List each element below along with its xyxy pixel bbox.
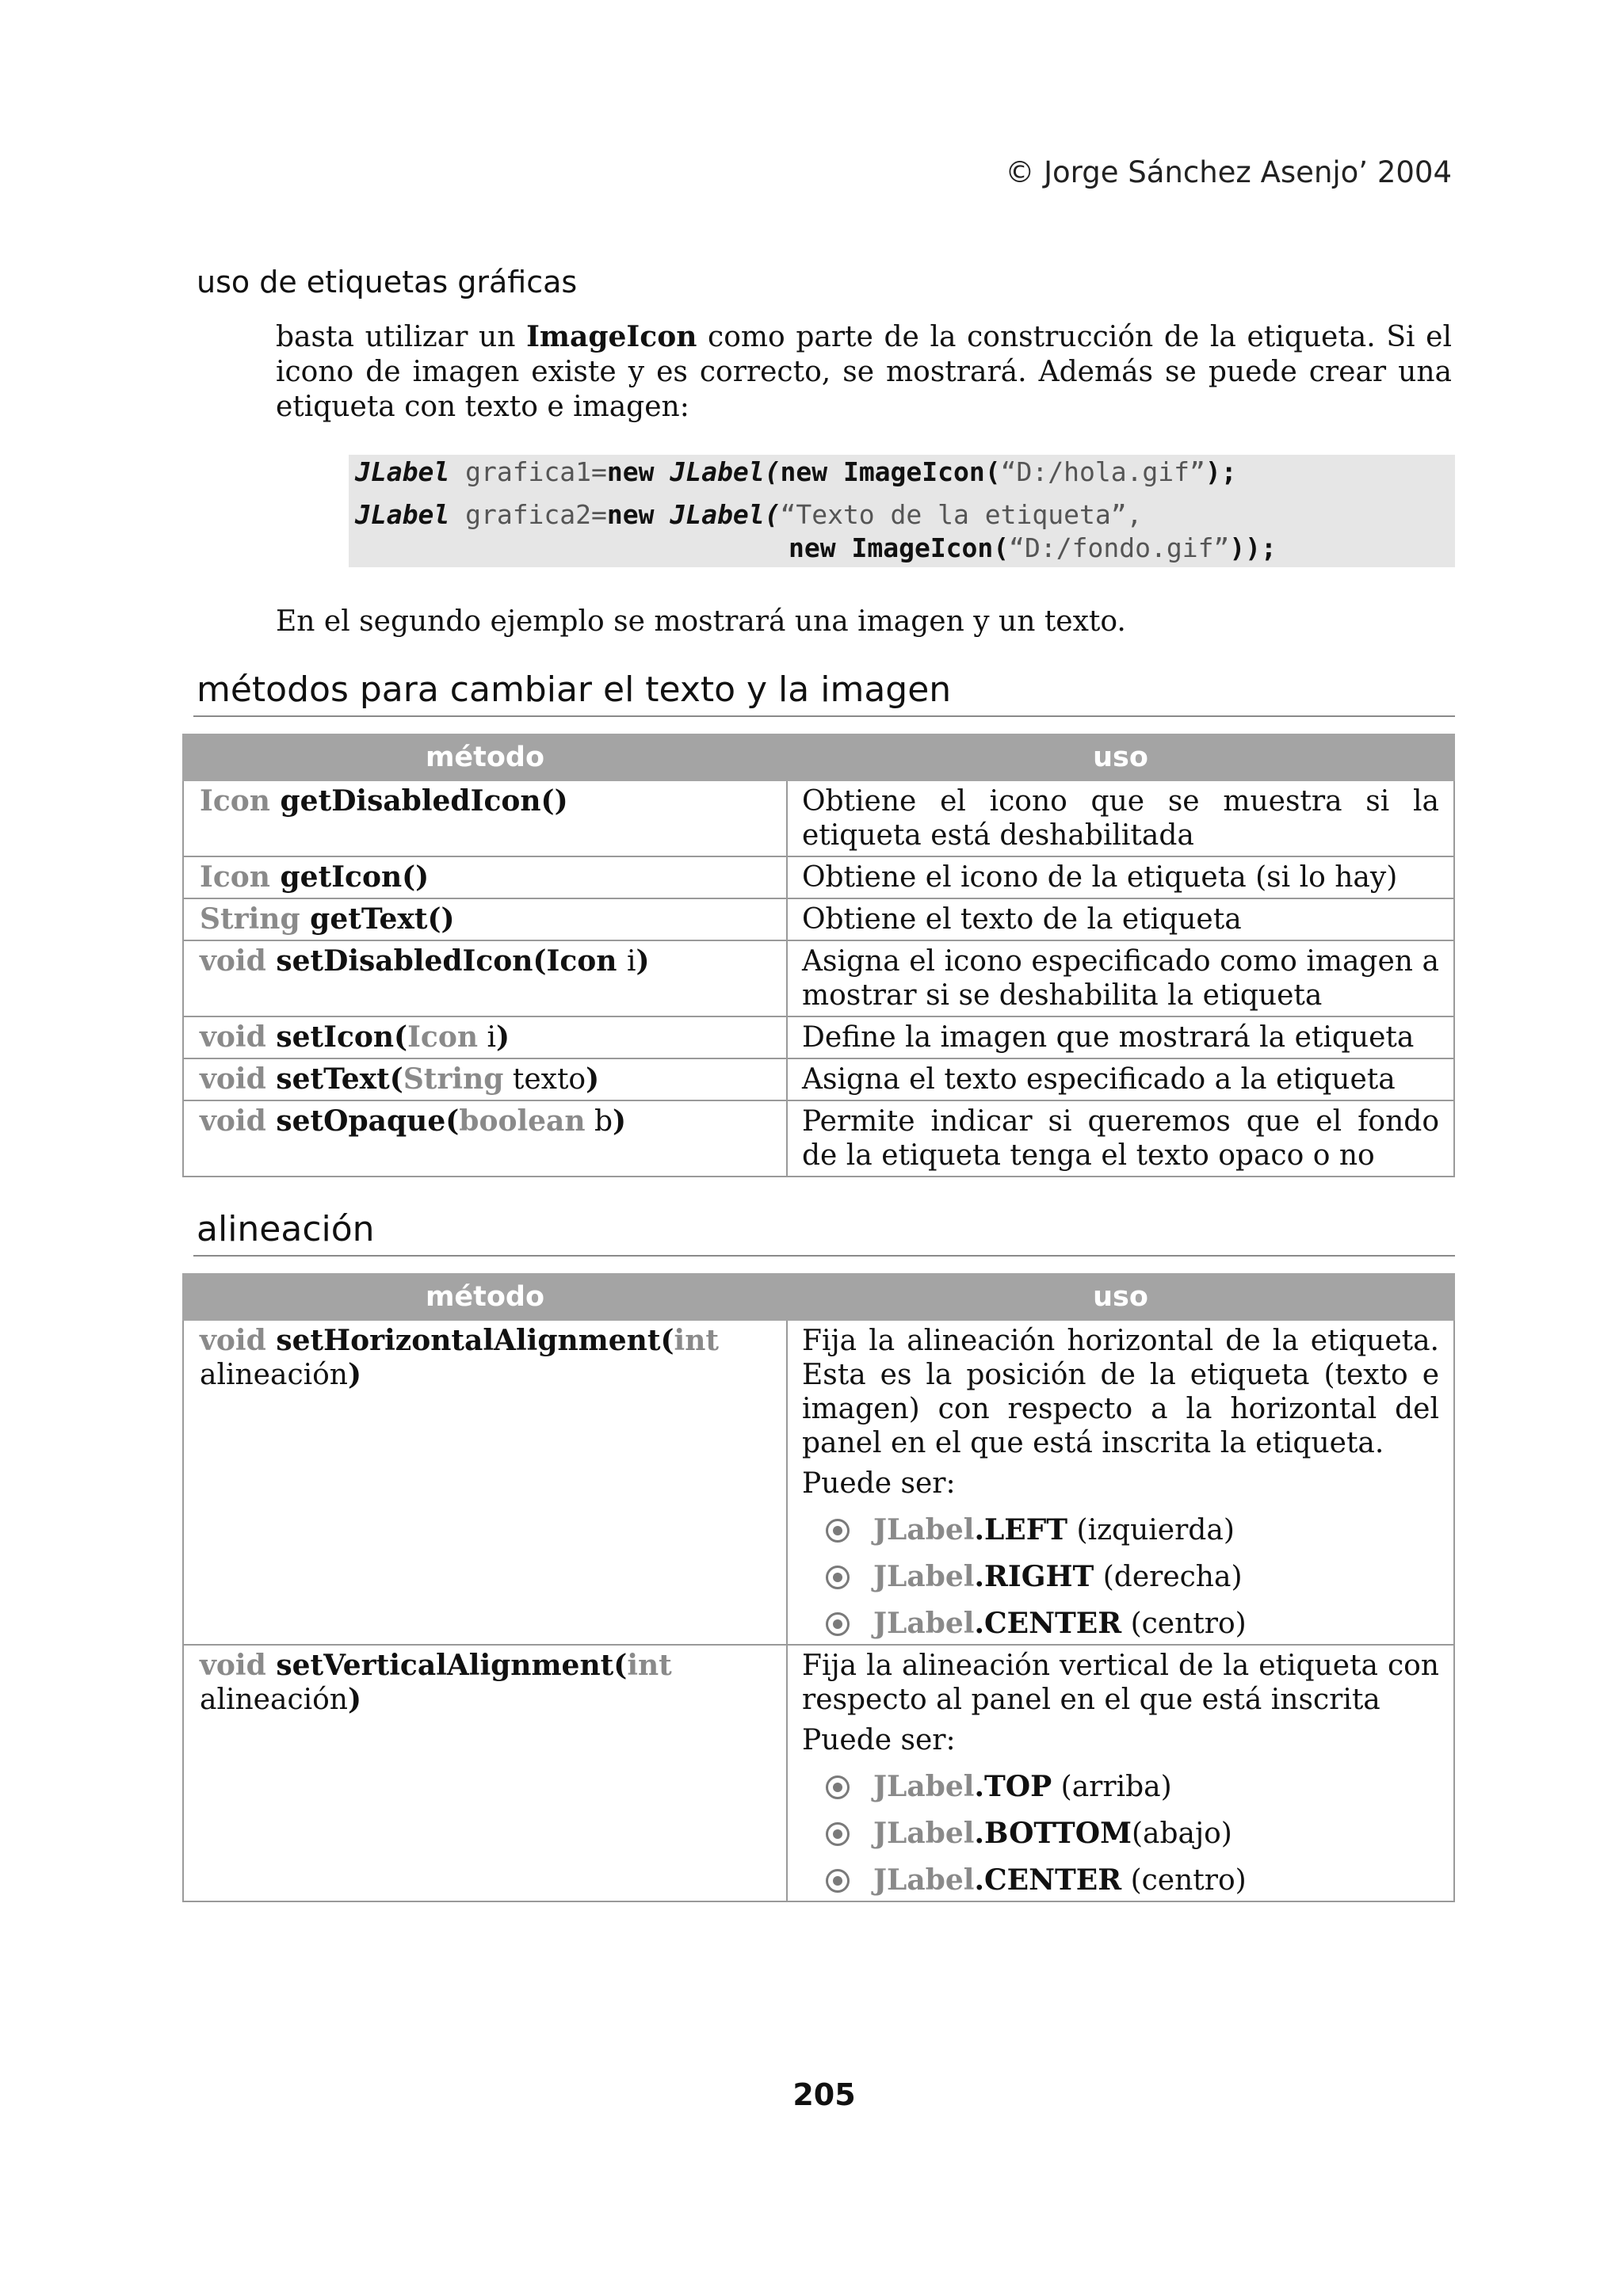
code-line-2: JLabel grafica2=new JLabel(“Texto de la etiqueta”, (355, 499, 1143, 530)
section-rule (193, 715, 1455, 717)
radio-bullet-icon (826, 1519, 850, 1543)
page-number: 205 (792, 2077, 856, 2112)
table-header-row (183, 1274, 1454, 1320)
method-cell: Icon getDisabledIcon() (183, 780, 787, 856)
column-header-uso: uso (787, 1274, 1454, 1320)
intro-text-rest: como parte de la construcción de la etiqueta. Si el icono de imagen existe y es correcto, se mostrará. Además se puede crear una etiqueta con texto e imagen: (276, 321, 1452, 423)
table-header-row (183, 734, 1454, 780)
method-cell: void setOpaque(boolean b) (183, 1100, 787, 1177)
intro-paragraph (276, 319, 1452, 425)
option-item: JLabel.RIGHT (derecha) (802, 1560, 1439, 1594)
uso-cell: Asigna el icono especificado como imagen a mostrar si se deshabilita la etiqueta (787, 940, 1454, 1016)
method-cell: void setDisabledIcon(Icon i) (183, 940, 787, 1016)
option-item: JLabel.CENTER (centro) (802, 1863, 1439, 1897)
table-row (183, 940, 1454, 1016)
uso-cell: Define la imagen que mostrará la etiqueta (787, 1016, 1454, 1058)
uso-text: Fija la alineación vertical de la etiqueta con respecto al panel en el que está inscrita (802, 1650, 1439, 1716)
uso-cell (787, 1320, 1454, 1645)
method-cell: Icon getIcon() (183, 856, 787, 898)
section-title-metodos: métodos para cambiar el texto y la imagen (197, 669, 952, 710)
uso-cell: Obtiene el icono que se muestra si la etiqueta está deshabilitada (787, 780, 1454, 856)
method-cell: void setHorizontalAlignment(int alineación) (183, 1320, 787, 1645)
method-cell: void setText(String texto) (183, 1058, 787, 1100)
radio-bullet-icon (826, 1869, 850, 1893)
radio-bullet-icon (826, 1775, 850, 1799)
column-header-metodo: método (183, 734, 787, 780)
alignment-table (182, 1273, 1455, 1902)
column-header-metodo: método (183, 1274, 787, 1320)
radio-bullet-icon (826, 1822, 850, 1846)
option-item: JLabel.CENTER (centro) (802, 1607, 1439, 1641)
column-header-uso: uso (787, 734, 1454, 780)
table-row (183, 898, 1454, 940)
section-title-alineacion: alineación (197, 1209, 375, 1249)
intro-imageicon: ImageIcon (526, 320, 697, 353)
method-cell: void setVerticalAlignment(int alineación) (183, 1645, 787, 1901)
radio-bullet-icon (826, 1612, 850, 1636)
methods-table (182, 734, 1455, 1177)
uso-cell: Permite indicar si queremos que el fondo de la etiqueta tenga el texto opaco o no (787, 1100, 1454, 1177)
second-example-text: En el segundo ejemplo se mostrará una imagen y un texto. (276, 605, 1126, 638)
code-line-3: new ImageIcon(“D:/fondo.gif”)); (789, 532, 1277, 563)
table-row (183, 1058, 1454, 1100)
code-line-1: JLabel grafica1=new JLabel(new ImageIcon(“D:/hola.gif”); (355, 456, 1237, 487)
page-header-copyright: © Jorge Sánchez Asenjo’ 2004 (1005, 155, 1452, 189)
puede-ser-label: Puede ser: (802, 1467, 956, 1500)
code-block (349, 455, 1455, 567)
section-title-uso: uso de etiquetas gráficas (197, 265, 578, 299)
option-item: JLabel.LEFT (izquierda) (802, 1513, 1439, 1547)
uso-text: Fija la alineación horizontal de la etiqueta. Esta es la posición de la etiqueta (texto e imagen) con respecto a la horizontal del panel en el que está inscrita la etiqueta. (802, 1325, 1439, 1459)
uso-cell: Asigna el texto especificado a la etiqueta (787, 1058, 1454, 1100)
intro-text: basta utilizar un (276, 321, 527, 353)
section-rule (193, 1255, 1455, 1257)
option-item: JLabel.TOP (arriba) (802, 1770, 1439, 1804)
table-row (183, 1100, 1454, 1177)
uso-cell (787, 1645, 1454, 1901)
uso-cell: Obtiene el texto de la etiqueta (787, 898, 1454, 940)
table-row (183, 1016, 1454, 1058)
table-row (183, 1320, 1454, 1645)
option-item: JLabel.BOTTOM(abajo) (802, 1817, 1439, 1851)
method-cell: String getText() (183, 898, 787, 940)
puede-ser-label: Puede ser: (802, 1724, 956, 1756)
radio-bullet-icon (826, 1566, 850, 1589)
table-row (183, 856, 1454, 898)
uso-cell: Obtiene el icono de la etiqueta (si lo hay) (787, 856, 1454, 898)
table-row (183, 1645, 1454, 1901)
table-row (183, 780, 1454, 856)
method-cell: void setIcon(Icon i) (183, 1016, 787, 1058)
